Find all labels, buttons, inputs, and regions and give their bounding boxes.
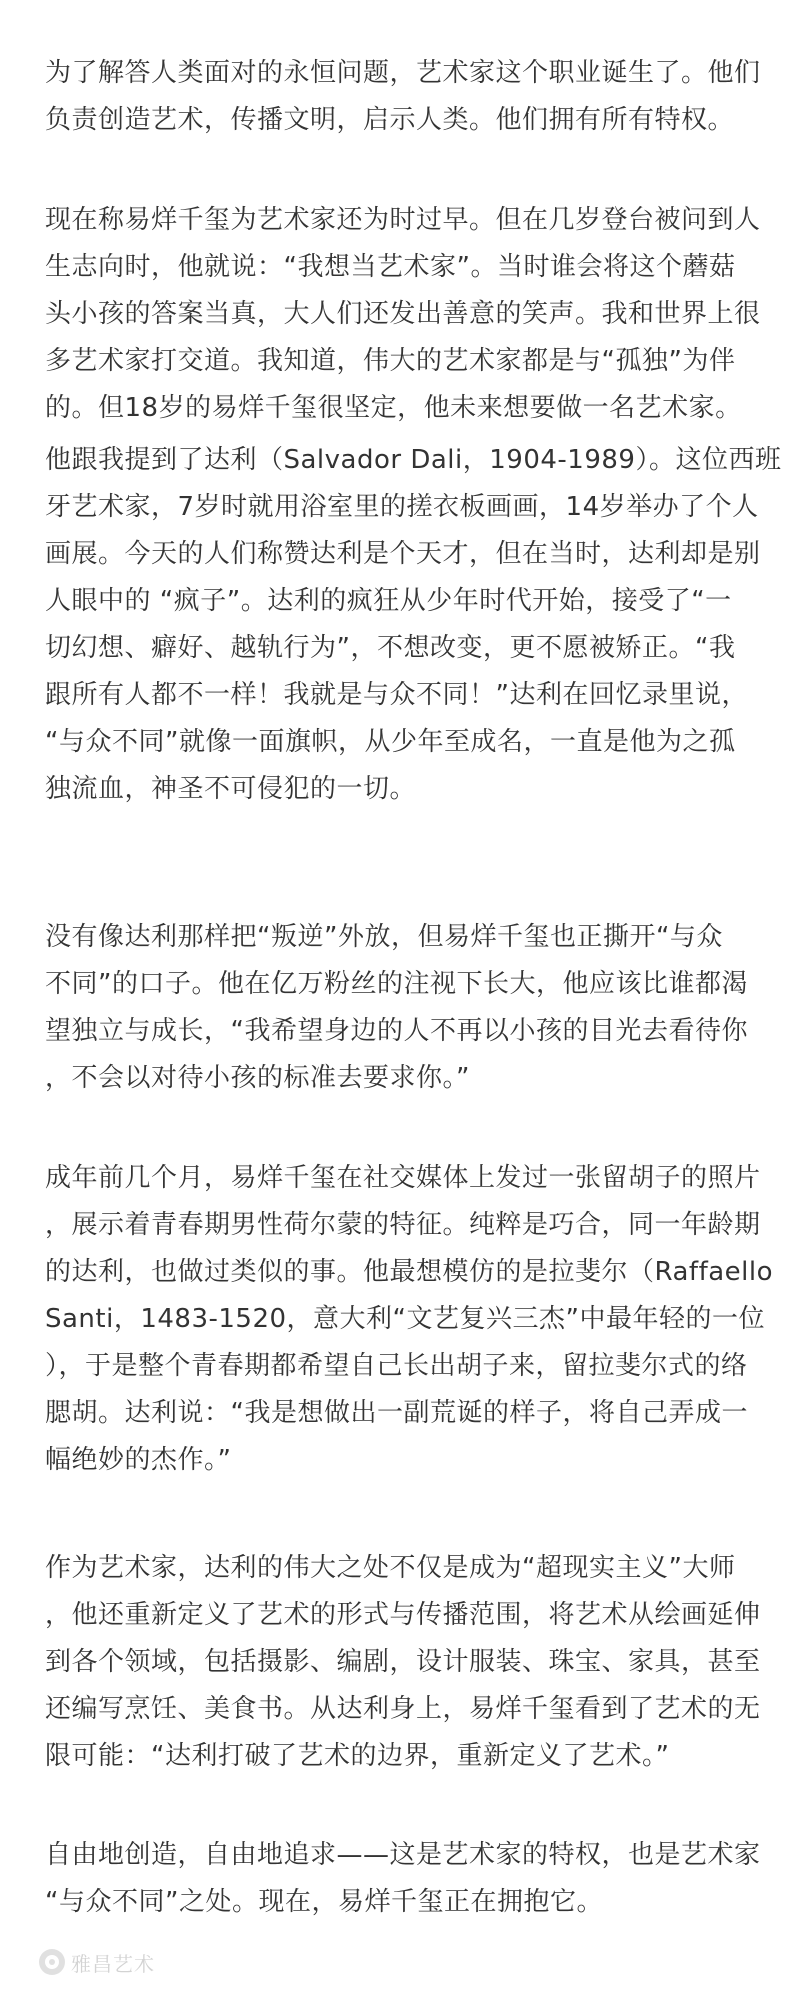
paragraph-3 <box>45 437 782 813</box>
paragraph-6 <box>45 1545 765 1780</box>
text-line: 头小孩的答案当真，大人们还发出善意的笑声。我和世界上很 <box>45 299 761 329</box>
text-line: 跟所有人都不一样！我就是与众不同！”达利在回忆录里说， <box>45 680 748 710</box>
text-line: ），于是整个青春期都希望自己长出胡子来，留拉斐尔式的络 <box>45 1351 748 1381</box>
text-line: 为了解答人类面对的永恒问题，艺术家这个职业诞生了。他们 <box>45 58 761 88</box>
text-line: ，展示着青春期男性荷尔蒙的特征。纯粹是巧合，同一年龄期 <box>45 1210 761 1240</box>
text-line: 的。但18岁的易烊千玺很坚定，他未来想要做一名艺术家。 <box>45 393 742 423</box>
text-line: 作为艺术家，达利的伟大之处不仅是成为“超现实主义”大师 <box>45 1553 736 1583</box>
text-line: 腮胡。达利说：“我是想做出一副荒诞的样子，将自己弄成一 <box>45 1398 748 1428</box>
text-line: 望独立与成长，“我希望身边的人不再以小孩的目光去看待你 <box>45 1016 748 1046</box>
paragraph-7 <box>45 1832 765 1926</box>
text-line: ，他还重新定义了艺术的形式与传播范围，将艺术从绘画延伸 <box>45 1600 761 1630</box>
text-line: 的达利，也做过类似的事。他最想模仿的是拉斐尔（Raffaello <box>45 1257 774 1287</box>
paragraph-4 <box>45 914 765 1102</box>
text-line: 独流血，神圣不可侵犯的一切。 <box>45 774 417 804</box>
text-line: 现在称易烊千玺为艺术家还为时过早。但在几岁登台被问到人 <box>45 205 761 235</box>
text-line: 自由地创造，自由地追求——这是艺术家的特权，也是艺术家 <box>45 1840 761 1870</box>
text-line: ，不会以对待小孩的标准去要求你。” <box>45 1063 470 1093</box>
text-line: 还编写烹饪、美食书。从达利身上，易烊千玺看到了艺术的无 <box>45 1694 761 1724</box>
text-line: 他跟我提到了达利（Salvador Dali，1904-1989）。这位西班 <box>45 445 782 475</box>
watermark-text: 雅昌艺术 <box>71 1951 155 1976</box>
text-line: 不同”的口子。他在亿万粉丝的注视下长大，他应该比谁都渴 <box>45 969 748 999</box>
text-line: 画展。今天的人们称赞达利是个天才，但在当时，达利却是别 <box>45 539 761 569</box>
text-line: 成年前几个月，易烊千玺在社交媒体上发过一张留胡子的照片 <box>45 1163 761 1193</box>
text-line: 生志向时，他就说：“我想当艺术家”。当时谁会将这个蘑菇 <box>45 252 736 282</box>
text-line: 负责创造艺术，传播文明，启示人类。他们拥有所有特权。 <box>45 105 735 135</box>
text-line: 没有像达利那样把“叛逆”外放，但易烊千玺也正撕开“与众 <box>45 922 723 952</box>
paragraph-1 <box>45 50 765 144</box>
text-line: 到各个领域，包括摄影、编剧，设计服装、珠宝、家具，甚至 <box>45 1647 761 1677</box>
text-line: 幅绝妙的杰作。” <box>45 1445 232 1475</box>
paragraph-5 <box>45 1155 774 1484</box>
text-line: Santi，1483-1520，意大利“文艺复兴三杰”中最年轻的一位 <box>45 1304 765 1334</box>
text-line: 多艺术家打交道。我知道，伟大的艺术家都是与“孤独”为伴 <box>45 346 736 376</box>
watermark <box>39 1946 155 1978</box>
artron-logo-icon <box>39 1949 65 1975</box>
text-line: 牙艺术家，7岁时就用浴室里的搓衣板画画，14岁举办了个人 <box>45 492 759 522</box>
text-line: “与众不同”就像一面旗帜，从少年至成名，一直是他为之孤 <box>45 727 736 757</box>
text-line: “与众不同”之处。现在，易烊千玺正在拥抱它。 <box>45 1887 603 1917</box>
paragraph-2 <box>45 197 765 432</box>
text-line: 切幻想、癖好、越轨行为”，不想改变，更不愿被矫正。“我 <box>45 633 736 663</box>
text-line: 人眼中的 “疯子”。达利的疯狂从少年时代开始，接受了“一 <box>45 586 732 616</box>
text-line: 限可能：“达利打破了艺术的边界，重新定义了艺术。” <box>45 1741 670 1771</box>
